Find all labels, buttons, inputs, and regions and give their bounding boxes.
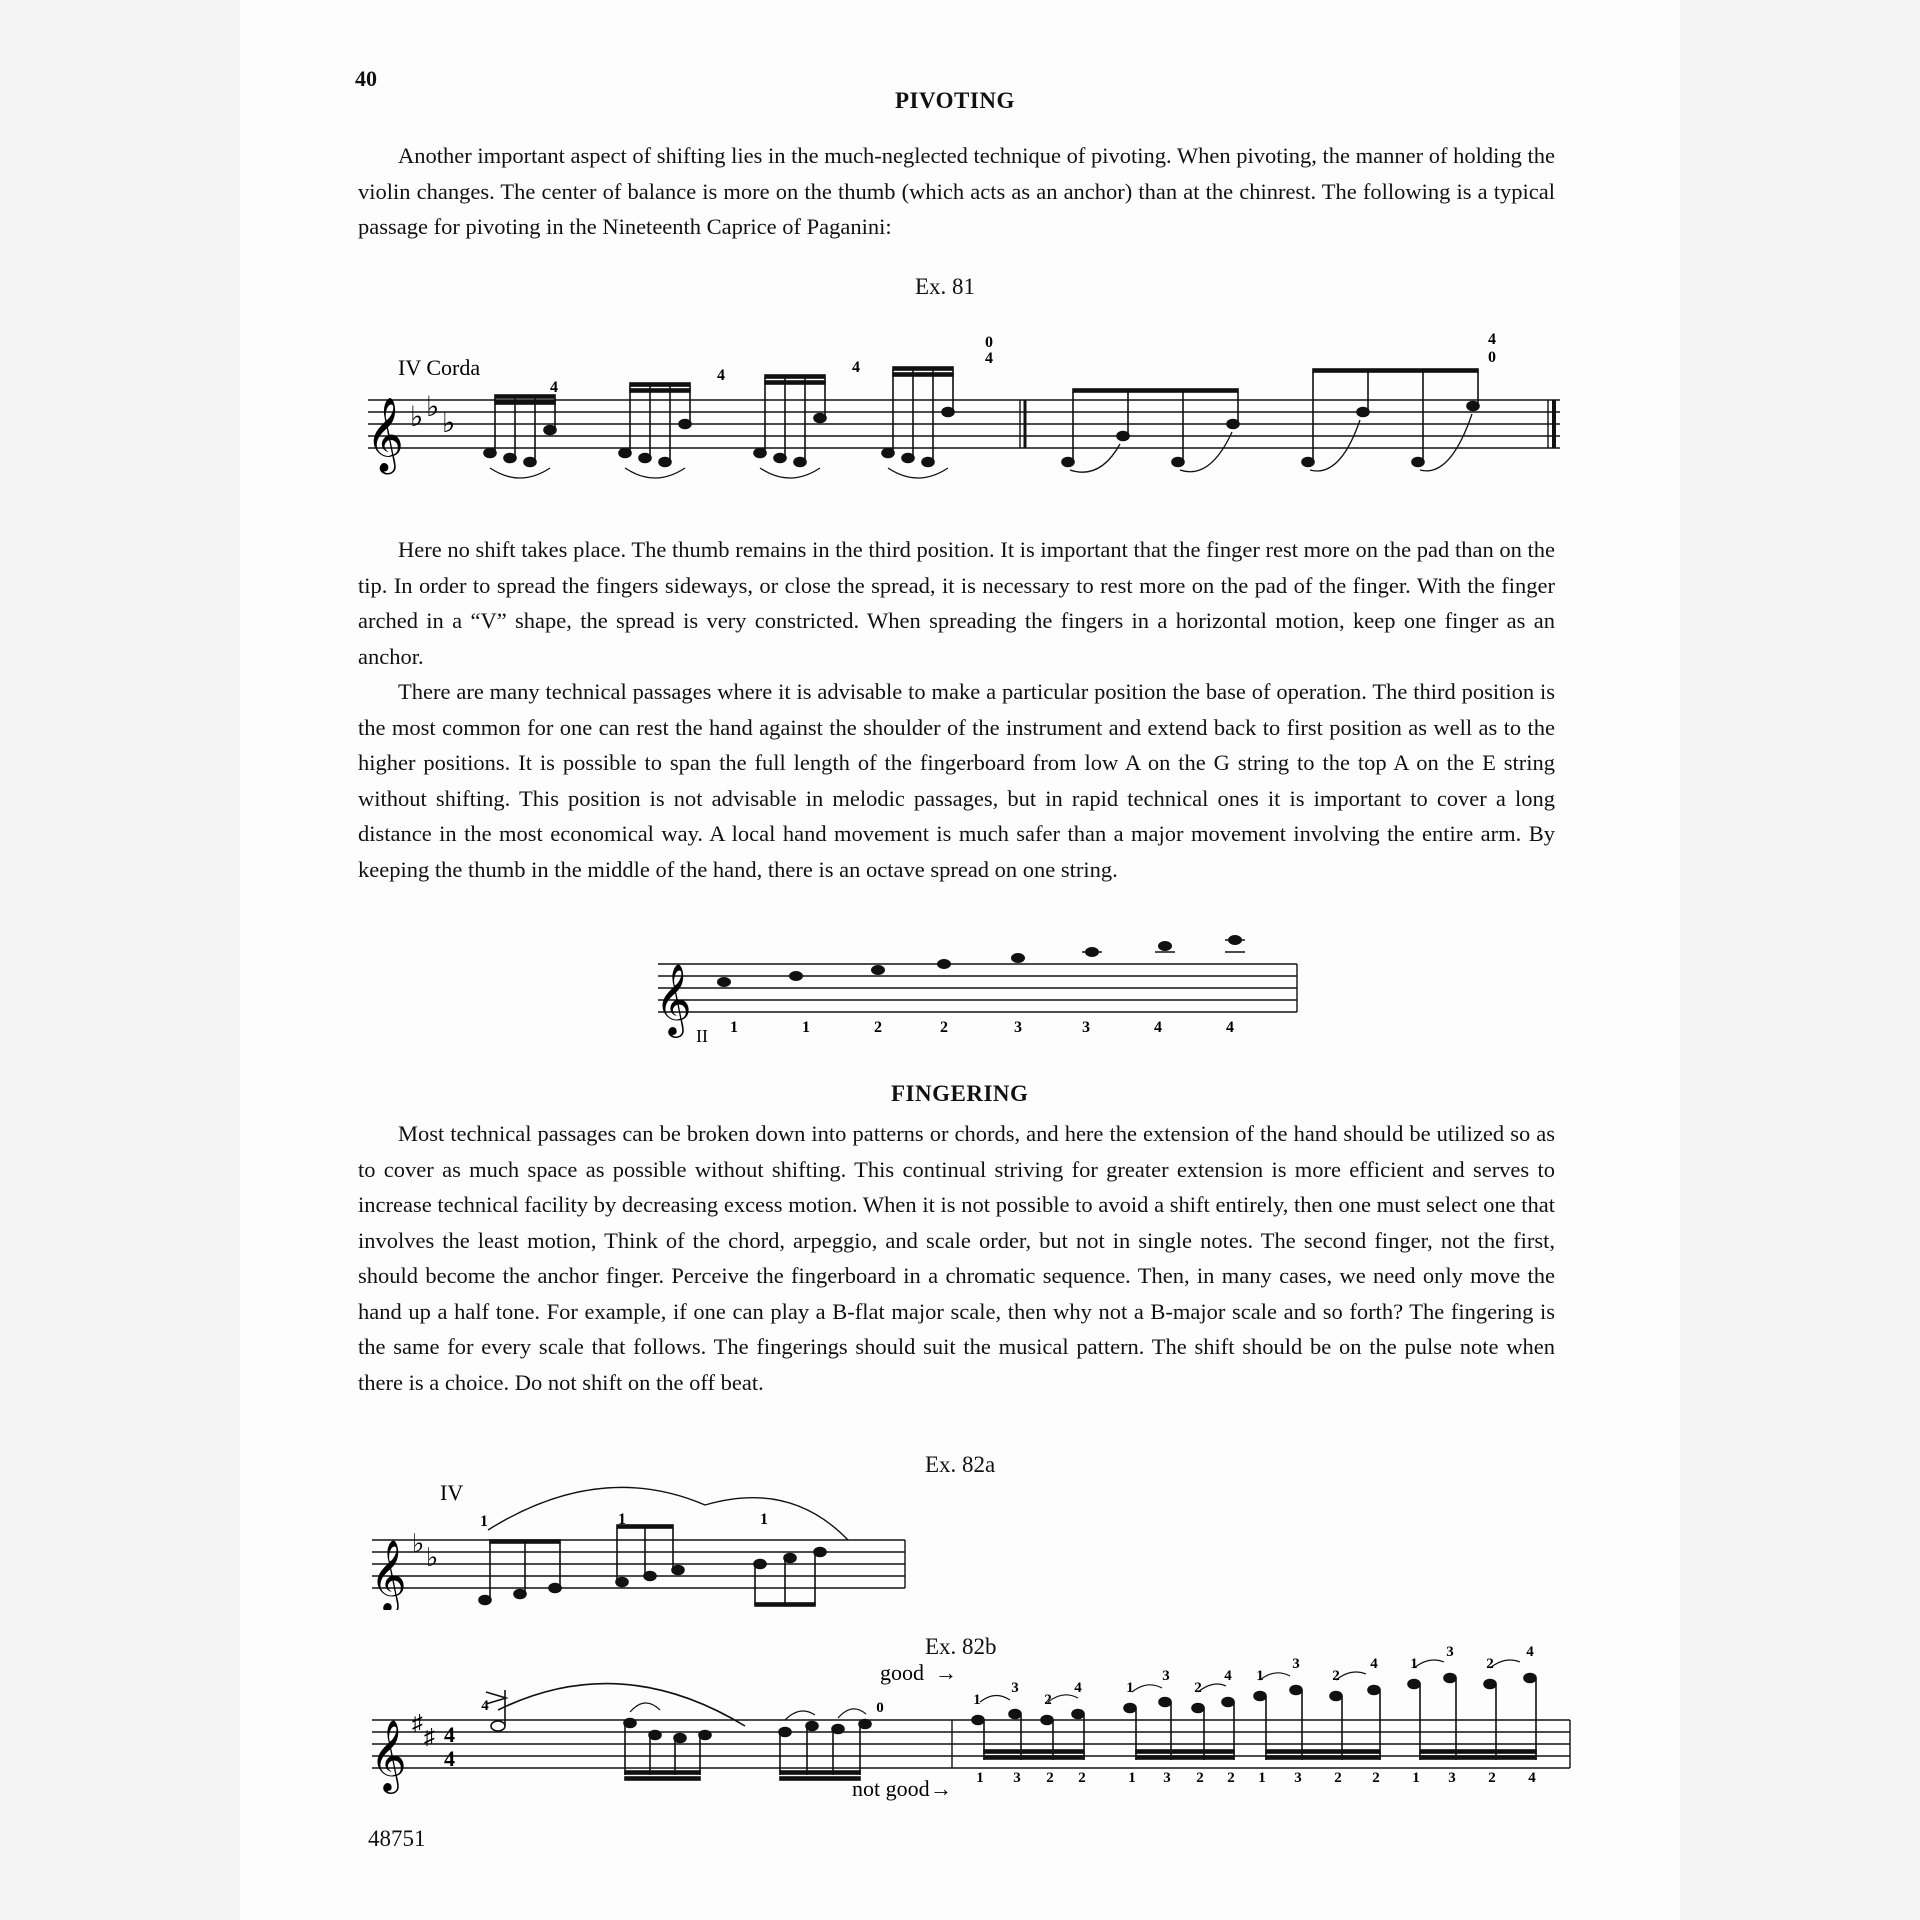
fingering: 3 (1013, 1770, 1021, 1786)
ex82a-staff (360, 1470, 920, 1610)
fingering: 1 (1410, 1656, 1418, 1672)
fingering: 4 (550, 379, 558, 396)
sharp-icon: ♯ (412, 1710, 423, 1735)
pivoting-intro-paragraph: Another important aspect of shifting lies in the much-neglected technique of pivoting. When pivoting, the manner of holding the violin changes. The center of balance is more on the thumb (which acts as an anchor) than at the chinrest. The following is a typical passage for pivoting in the Nineteenth Caprice of Paganini: (358, 143, 1555, 239)
fingering: 3 (1163, 1770, 1171, 1786)
fingering: 2 (1332, 1668, 1340, 1684)
fingering: 4 (1370, 1656, 1378, 1672)
arrow-right-icon: → (935, 1660, 957, 1685)
fingering: 3 (1448, 1770, 1456, 1786)
fingering: 2 (1078, 1770, 1086, 1786)
fingering: 2 (1488, 1770, 1496, 1786)
fingering: 4 (717, 367, 725, 384)
fingering: 3 (1011, 1680, 1019, 1696)
fingering: 0 (985, 334, 993, 351)
ex81-staff (360, 320, 1580, 490)
page-number: 40 (355, 66, 377, 91)
fingering: 4 (1074, 1680, 1082, 1696)
fingering: 2 (1334, 1770, 1342, 1786)
arrow-right-icon: → (930, 1776, 952, 1801)
fingering: 4 (1226, 1019, 1234, 1036)
fingering: 3 (1446, 1644, 1454, 1660)
flat-icon: ♭ (412, 1529, 425, 1558)
fingering: 3 (1294, 1770, 1302, 1786)
fingering: 3 (1292, 1656, 1300, 1672)
flat-icon: ♭ (426, 392, 440, 423)
pivoting-paragraph-3: There are many technical passages where it is advisable to make a particular position the base of operation. The third position is the most common for one can rest the hand against the shoulder of the instrument and extend back to first position as well as to the higher positions. It is possible to span the full length of the fingerboard from low A on the G string to the top A on the E string without shifting. This position is not advisable in melodic passages, but in rapid technical ones it is important to cover a long distance in the most economical way. A local hand movement is much safer than a major movement involving the entire arm. By keeping the thumb in the middle of the hand, there is an octave spread on one string. (358, 679, 1555, 882)
fingering: 2 (874, 1019, 882, 1036)
fingering: 1 (1256, 1668, 1264, 1684)
fingering: 1 (480, 1513, 488, 1530)
fingering: 1 (976, 1770, 984, 1786)
ex81-marking: IV Corda (398, 355, 481, 380)
time-signature-bottom: 4 (444, 1746, 455, 1771)
section-heading-pivoting: PIVOTING (895, 88, 1015, 113)
fingering: 1 (802, 1019, 810, 1036)
fingering: 4 (1526, 1644, 1534, 1660)
treble-clef-icon: 𝄞 (366, 399, 404, 470)
fingering: 2 (940, 1019, 948, 1036)
fingering: 2 (1227, 1770, 1235, 1786)
fingering: 1 (618, 1511, 626, 1528)
ex82b-staff (360, 1640, 1580, 1810)
fingering: 1 (973, 1692, 981, 1708)
fingering: 2 (1046, 1770, 1054, 1786)
fingering: 4 (1224, 1668, 1232, 1684)
time-signature-top: 4 (444, 1722, 455, 1747)
fingering: 4 (985, 350, 993, 367)
fingering: 2 (1194, 1680, 1202, 1696)
treble-clef-icon: 𝄞 (370, 1542, 407, 1610)
flat-icon: ♭ (426, 1543, 439, 1572)
string-marking: II (696, 1026, 708, 1046)
fingering: 1 (730, 1019, 738, 1036)
fingering: 2 (1372, 1770, 1380, 1786)
fingering: 4 (1488, 331, 1496, 348)
fingering: 3 (1014, 1019, 1022, 1036)
fingering: 4 (481, 1698, 489, 1714)
ex81-label: Ex. 81 (915, 274, 976, 299)
string-marking: IV (440, 1480, 464, 1505)
treble-clef-icon: 𝄞 (370, 1722, 407, 1790)
fingering: 2 (1486, 1656, 1494, 1672)
fingering: 4 (1528, 1770, 1536, 1786)
fingering: 2 (1196, 1770, 1204, 1786)
fingering: 3 (1082, 1019, 1090, 1036)
sharp-icon: ♯ (424, 1724, 435, 1749)
fingering: 2 (1044, 1692, 1052, 1708)
ex82b-label: Ex. 82b (925, 1634, 997, 1659)
fingering: 1 (760, 1511, 768, 1528)
pivoting-paragraph-2: Here no shift takes place. The thumb remains in the third position. It is important that the finger rest more on the pad than on the tip. In order to spread the fingers sideways, or close the spread, it is necessary to rest more on the pad of the finger. With the finger arched in a “V” shape, the spread is very constricted. When spreading the fingers in a horizontal motion, keep one finger as an anchor. (358, 537, 1555, 669)
not-good-label: not good (852, 1776, 930, 1801)
flat-icon: ♭ (442, 408, 456, 439)
fingering: 1 (1258, 1770, 1266, 1786)
footer-code: 48751 (368, 1826, 426, 1851)
fingering: 3 (1162, 1668, 1170, 1684)
flat-icon: ♭ (410, 402, 424, 433)
fingering: 0 (1488, 349, 1496, 366)
fingering: 4 (852, 359, 860, 376)
good-label: good (880, 1660, 924, 1685)
fingering: 1 (1126, 1680, 1134, 1696)
octave-spread-staff (650, 930, 1310, 1050)
fingering: 1 (1412, 1770, 1420, 1786)
fingering: 4 (1154, 1019, 1162, 1036)
fingering: 0 (876, 1700, 884, 1716)
section-heading-fingering: FINGERING (891, 1081, 1029, 1106)
treble-clef-icon: 𝄞 (655, 966, 692, 1034)
ex82a-label: Ex. 82a (925, 1452, 996, 1477)
fingering: 1 (1128, 1770, 1136, 1786)
fingering-paragraph: Most technical passages can be broken down into patterns or chords, and here the extension of the hand should be utilized so as to cover as much space as possible without shifting. This continual striving for greater extension is more efficient and serves to increase technical facility by decreasing excess motion. When it is not possible to avoid a shift entirely, then one must select one that involves the least motion, Think of the chord, arpeggio, and scale order, but not in single notes. The second finger, not the first, should become the anchor finger. Perceive the fingerboard in a chromatic sequence. Then, in many cases, we need only move the hand up a half tone. For example, if one can play a B-flat major scale, then why not a B-major scale and so forth? The fingering is the same for every scale that follows. The fingerings should suit the musical pattern. The shift should be on the pulse note when there is a choice. Do not shift on the off beat. (358, 1121, 1555, 1395)
